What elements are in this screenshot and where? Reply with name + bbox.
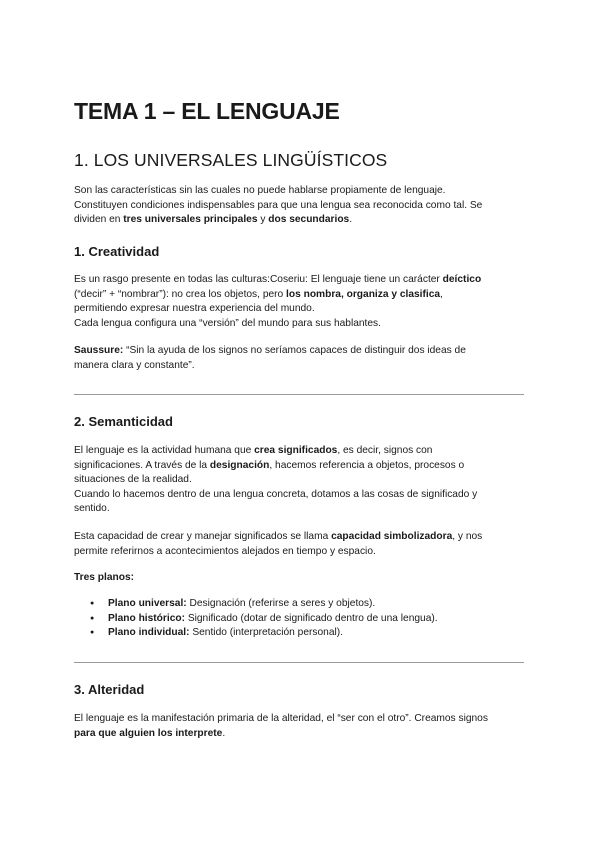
intro-line-1: Son las características sin las cuales no puede hablarse propiamente de lenguaje. [74, 185, 446, 196]
list-item: ● Plano individual: Sentido (interpretación personal). [90, 626, 438, 641]
intro-paragraph [74, 184, 534, 228]
alteridad-paragraph: El lenguaje es la manifestación primaria de la alteridad, el “ser con el otro”. Creamos signos para que alguien los interprete. [74, 713, 488, 739]
section-divider [74, 394, 524, 395]
subheading-alteridad: 3. Alteridad [74, 682, 145, 697]
page-title: TEMA 1 – EL LENGUAJE [74, 98, 340, 124]
tres-planos-label: Tres planos: [74, 572, 135, 583]
semanticidad-paragraph: El lenguaje es la actividad humana que crea significados, es decir, signos con significaciones. A través de la designación, hacemos referencia a objetos, procesos o situaciones de la realidad. Cuando lo hacemos dentro de una lengua concreta, dotamos a las cosas de significado y sentido. [74, 445, 478, 514]
subheading-creatividad: 1. Creatividad [74, 244, 160, 259]
planes-list [90, 597, 438, 641]
list-item: ● Plano universal: Designación (referirse a seres y objetos). [90, 597, 438, 612]
list-item: ● Plano histórico: Significado (dotar de significado dentro de una lengua). [90, 612, 438, 627]
section-heading-universales: 1. LOS UNIVERSALES LINGÜÍSTICOS [74, 150, 388, 170]
saussure-quote: Saussure: “Sin la ayuda de los signos no seríamos capaces de distinguir dos ideas de manera clara y constante”. [74, 345, 466, 371]
capacidad-simbolizadora-paragraph: Esta capacidad de crear y manejar significados se llama capacidad simbolizadora, y nos permite referirnos a acontecimientos alejados en tiempo y espacio. [74, 531, 483, 557]
intro-line-2: Constituyen condiciones indispensables para que una lengua sea reconocida como tal. Se [74, 199, 483, 211]
creatividad-paragraph: Es un rasgo presente en todas las culturas:Coseriu: El lenguaje tiene un carácter deíctico (“decir” + “nombrar”): no crea los objetos, pero los nombra, organiza y clasifica, permitiendo expresar nuestra experiencia del mundo. Cada lengua configura una “versión” del mundo para sus hablantes. [74, 274, 482, 329]
intro-line-3: dividen en tres universales principales y dos secundarios. [74, 214, 353, 225]
section-divider [74, 662, 524, 663]
subheading-semanticidad: 2. Semanticidad [74, 414, 173, 429]
